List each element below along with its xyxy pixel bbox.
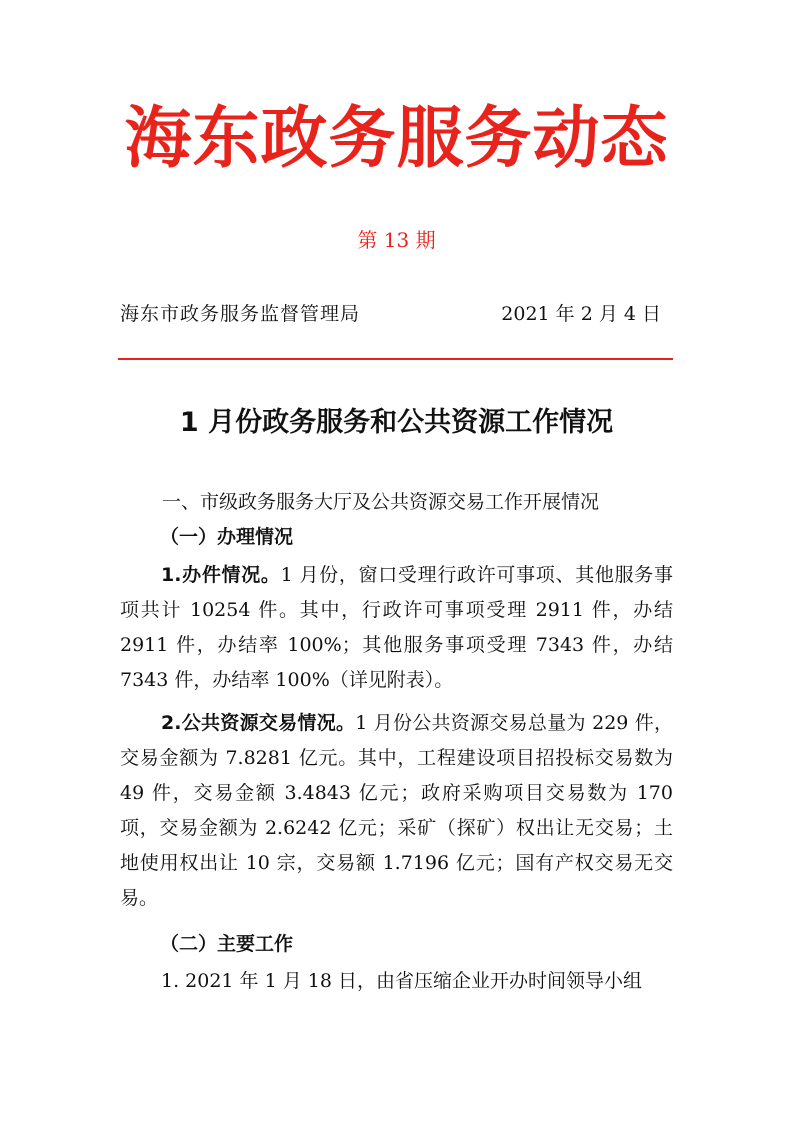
subsection-heading-2: （二）主要工作 — [160, 933, 294, 955]
issue-date: 2021 年 2 月 4 日 — [501, 303, 661, 325]
paragraph-label: 1.办件情况。 — [161, 564, 281, 586]
subsection-heading-1: （一）办理情况 — [160, 526, 294, 548]
paragraph-body: 1. 2021 年 1 月 18 日，由省压缩企业开办时间领导小组 — [161, 970, 642, 992]
section-heading: 一、市级政务服务大厅及公共资源交易工作开展情况 — [162, 491, 600, 513]
article-title: 1 月份政务服务和公共资源工作情况 — [179, 407, 614, 438]
issue-number: 第 13 期 — [357, 228, 436, 252]
paragraph-body: 1 月份，窗口受理行政许可事项、其他服务事项共计 10254 件。其中，行政许可事项受理 2911 件，办结 2911 件，办结率 100%；其他服务事项受理 7343 件，办结 7343 件，办结率 100%（详见附表）。 — [120, 564, 673, 691]
paragraph-body: 1 月份公共资源交易总量为 229 件，交易金额为 7.8281 亿元。其中，工程建设项目招投标交易数为 49 件，交易金额 3.4843 亿元；政府采购项目交易数为 170 项，交易金额为 2.6242 亿元；采矿（探矿）权出让无交易；土地使用权出让 10 宗，交易额 1.7196 亿元；国有产权交易无交易。 — [120, 712, 673, 909]
issuer-org: 海东市政务服务监督管理局 — [120, 303, 361, 325]
masthead-title: 海东政务服务动态 — [124, 99, 669, 177]
issuer-line — [120, 299, 673, 329]
paragraph-main-work — [120, 964, 673, 999]
red-divider — [118, 358, 673, 360]
paragraph-label: 2.公共资源交易情况。 — [161, 712, 356, 734]
paragraph-public-resource — [120, 706, 673, 916]
paragraph-case-handling — [120, 558, 673, 698]
